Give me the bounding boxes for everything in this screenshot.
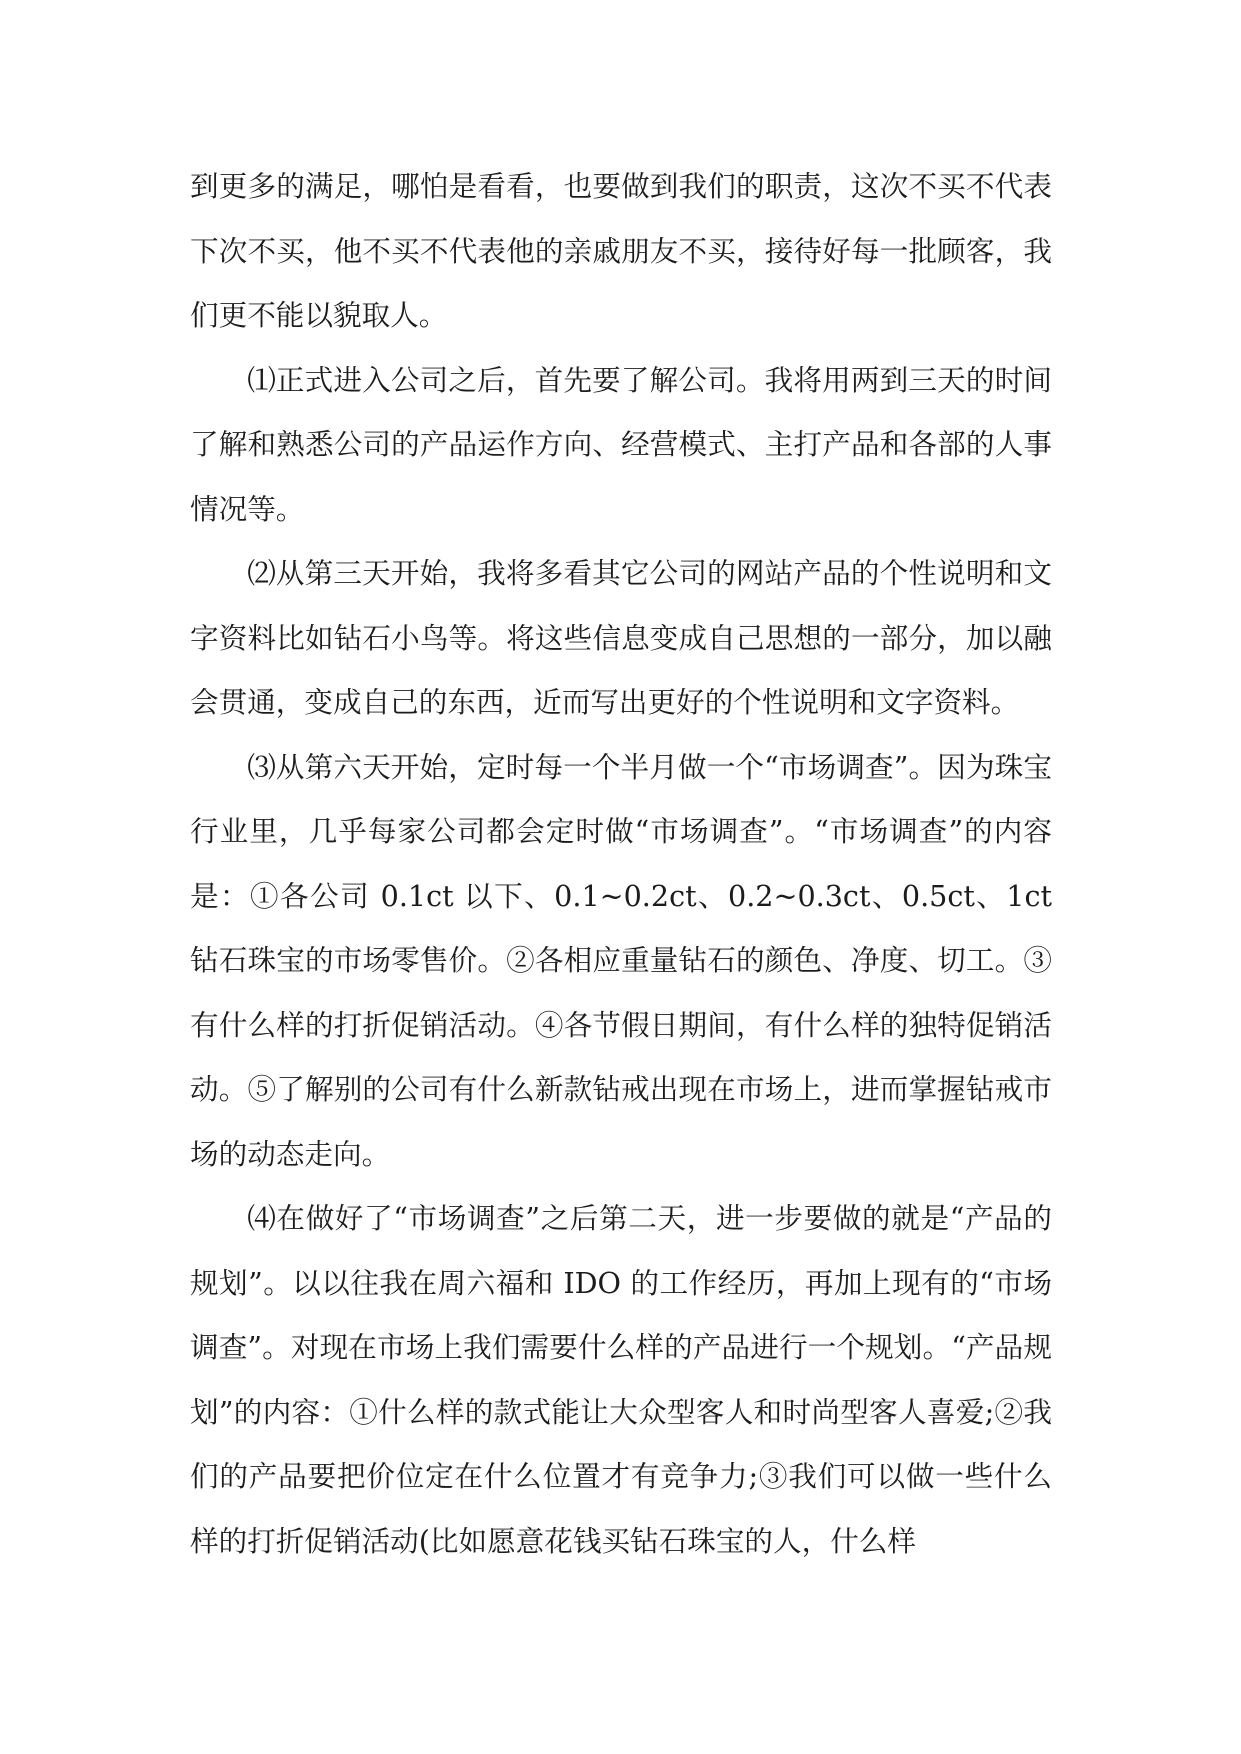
paragraph-item-2: ⑵从第三天开始，我将多看其它公司的网站产品的个性说明和文字资料比如钻石小鸟等。将这些信息变成自己思想的一部分，加以融会贯通，变成自己的东西，近而写出更好的个性说明和文字资料。 [190,556,1052,719]
paragraph-continuation: 到更多的满足，哪怕是看看，也要做到我们的职责，这次不买不代表下次不买，他不买不代表他的亲戚朋友不买，接待好每一批顾客，我们更不能以貌取人。 [190,169,1052,332]
paragraph-item-3: ⑶从第六天开始，定时每一个半月做一个“市场调查”。因为珠宝行业里，几乎每家公司都会定时做“市场调查”。“市场调查”的内容是：①各公司 0.1ct 以下、0.1~0.2ct、0.2~0.3ct、0.5ct、1ct 钻石珠宝的市场零售价。②各相应重量钻石的颜色、净度、切工。③有什么样的打折促销活动。④各节假日期间，有什么样的独特促销活动。⑤了解别的公司有什么新款钻戒出现在市场上，进而掌握钻戒市场的动态走向。 [190,749,1052,1171]
paragraph-item-4: ⑷在做好了“市场调查”之后第二天，进一步要做的就是“产品的规划”。以以往我在周六福和 IDO 的工作经历，再加上现有的“市场调查”。对现在市场上我们需要什么样的产品进行一个规划。“产品规划”的内容：①什么样的款式能让大众型客人和时尚型客人喜爱;②我们的产品要把价位定在什么位置才有竞争力;③我们可以做一些什么样的打折促销活动(比如愿意花钱买钻石珠宝的人，什么样 [190,1201,1052,1558]
paragraph-item-1: ⑴正式进入公司之后，首先要了解公司。我将用两到三天的时间了解和熟悉公司的产品运作方向、经营模式、主打产品和各部的人事情况等。 [190,362,1052,526]
document-body [190,154,1052,1573]
